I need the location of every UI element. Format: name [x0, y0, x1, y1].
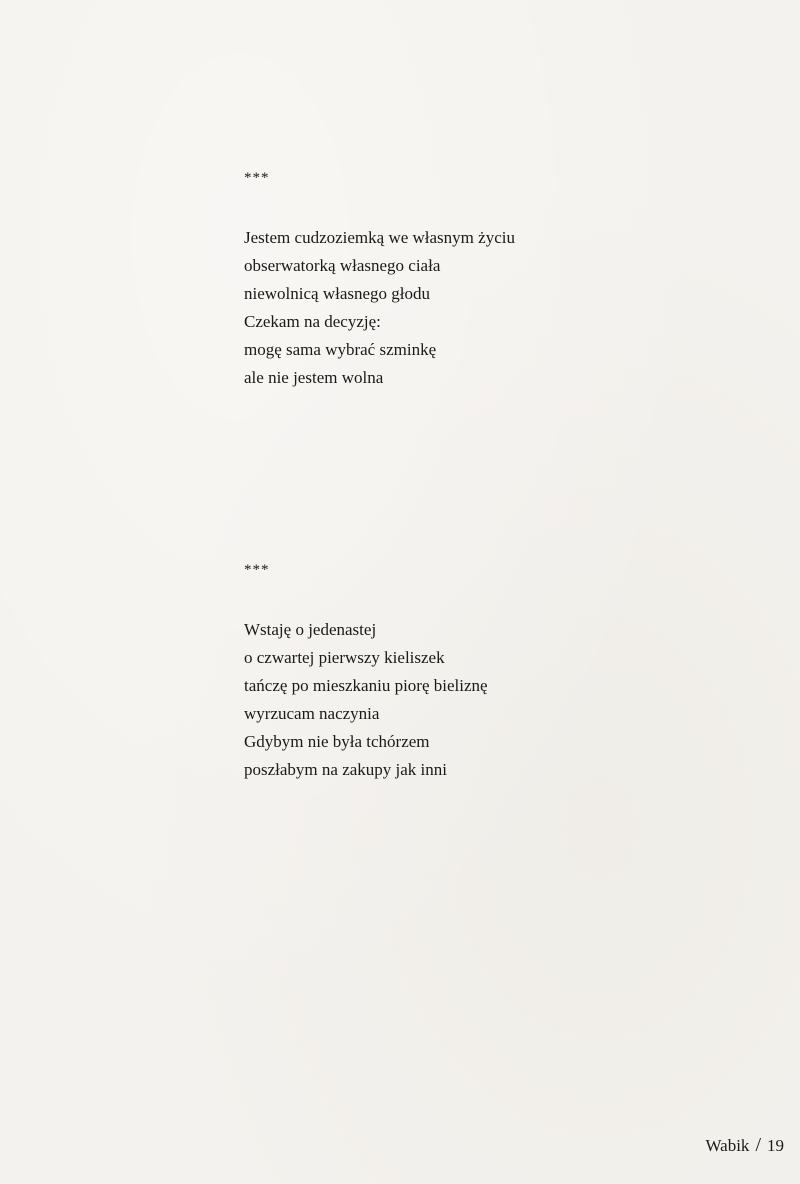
poem-2-line-6: poszłabym na zakupy jak inni — [244, 760, 448, 779]
poem-1-line-4: Czekam na decyzję: — [244, 312, 381, 331]
book-title: Wabik — [705, 1136, 750, 1155]
poem-1-asterisks: *** — [244, 170, 270, 186]
poem-1 — [244, 168, 664, 392]
poem-1-line-1: Jestem cudzoziemką we własnym życiu — [244, 228, 515, 247]
page-number: 19 — [767, 1136, 784, 1155]
poem-1-line-2: obserwatorką własnego ciała — [244, 256, 441, 275]
poem-2-line-1: Wstaję o jedenastej — [244, 620, 377, 639]
page-footer — [705, 1135, 784, 1156]
poem-1-line-5: mogę sama wybrać szminkę — [244, 340, 437, 359]
poem-1-line-3: niewolnicą własnego głodu — [244, 284, 431, 303]
poem-2 — [244, 560, 664, 784]
poem-2-line-3: tańczę po mieszkaniu piorę bieliznę — [244, 676, 488, 695]
footer-separator: / — [755, 1134, 761, 1156]
poem-1-line-6: ale nie jestem wolna — [244, 368, 384, 387]
poem-2-line-4: wyrzucam naczynia — [244, 704, 380, 723]
poem-2-line-2: o czwartej pierwszy kieliszek — [244, 648, 445, 667]
poem-2-asterisks: *** — [244, 562, 270, 578]
poem-2-line-5: Gdybym nie była tchórzem — [244, 732, 430, 751]
